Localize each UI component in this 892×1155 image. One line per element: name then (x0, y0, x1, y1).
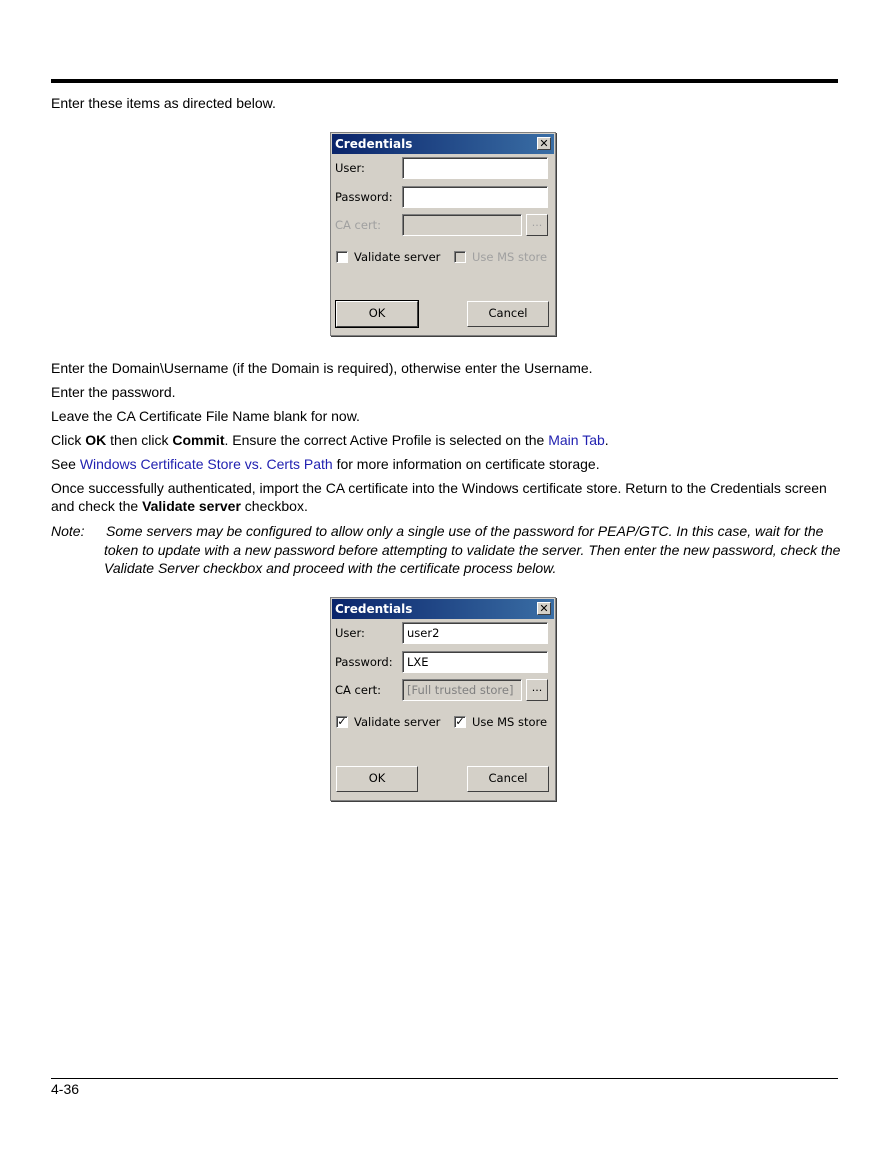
credentials-dialog-filled (330, 597, 556, 801)
ca-cert-label: CA cert: (335, 683, 382, 697)
dialog-title-bar (332, 599, 554, 619)
use-ms-store-label: Use MS store (472, 250, 548, 264)
step-see-link (51, 455, 841, 473)
use-ms-store-label: Use MS store (472, 715, 548, 729)
intro-text: Enter these items as directed below. (51, 95, 276, 111)
validate-server-label: Validate server (354, 250, 441, 264)
use-ms-store-checkbox[interactable] (454, 251, 466, 263)
step-text: Click (51, 432, 86, 448)
step-username: Enter the Domain\Username (if the Domain is required), otherwise enter the Username. (51, 360, 593, 376)
password-label: Password: (335, 190, 393, 204)
user-input[interactable]: user2 (402, 622, 548, 644)
dialog-title-bar (332, 134, 554, 154)
step-text: for more information on certificate storage. (332, 456, 600, 472)
header-rule (51, 79, 838, 83)
cancel-button[interactable]: Cancel (467, 766, 549, 792)
main-tab-link[interactable]: Main Tab (548, 432, 605, 448)
step-text: then click (106, 432, 173, 448)
footer-rule (51, 1078, 838, 1079)
close-icon[interactable]: ✕ (537, 137, 551, 150)
ok-button[interactable]: OK (336, 301, 418, 327)
step-text: checkbox. (240, 498, 308, 514)
password-input[interactable]: LXE (402, 651, 548, 673)
user-label: User: (335, 161, 365, 175)
validate-server-checkbox[interactable]: ✓ (337, 715, 347, 728)
browse-button[interactable]: ... (526, 214, 548, 236)
ca-cert-label: CA cert: (335, 218, 382, 232)
browse-button[interactable]: ... (526, 679, 548, 701)
step-text: . Ensure the correct Active Profile is selected on the (224, 432, 549, 448)
note-label: Note: (51, 523, 85, 539)
password-input[interactable] (402, 186, 548, 208)
commit-emphasis: Commit (172, 432, 225, 448)
validate-server-checkbox[interactable] (336, 251, 348, 263)
cancel-button[interactable]: Cancel (467, 301, 549, 327)
step-text: See (51, 456, 80, 472)
step-text: Once successfully authenticated, import the CA certificate into the Windows certificate store. Return to the Credentials screen and check the (51, 480, 827, 514)
close-icon[interactable]: ✕ (537, 602, 551, 615)
user-input[interactable] (402, 157, 548, 179)
use-ms-store-checkbox[interactable]: ✓ (455, 715, 465, 728)
step-import-cert (51, 479, 841, 515)
certificate-store-link[interactable]: Windows Certificate Store vs. Certs Path (79, 456, 333, 472)
validate-server-label: Validate server (354, 715, 441, 729)
ok-emphasis: OK (85, 432, 107, 448)
password-label: Password: (335, 655, 393, 669)
step-click-ok (51, 431, 841, 449)
ok-button[interactable]: OK (336, 766, 418, 792)
step-ca-cert: Leave the CA Certificate File Name blank for now. (51, 408, 360, 424)
ca-cert-input[interactable] (402, 214, 522, 236)
step-text: . (604, 432, 609, 448)
ca-cert-input[interactable]: [Full trusted store] (402, 679, 522, 701)
user-label: User: (335, 626, 365, 640)
note-text: Some servers may be configured to allow only a single use of the password for PEAP/GTC. In this case, wait for the token to update with a new password before attempting to validate the server. Then enter the new password, check the Validate Server checkbox and proceed with the certificate process below. (104, 523, 841, 576)
dialog-title: Credentials (335, 137, 413, 151)
dialog-title: Credentials (335, 602, 413, 616)
step-password: Enter the password. (51, 384, 176, 400)
validate-server-emphasis: Validate server (142, 498, 241, 514)
note-block (51, 522, 841, 578)
credentials-dialog-empty (330, 132, 556, 336)
page-number: 4-36 (51, 1081, 80, 1097)
